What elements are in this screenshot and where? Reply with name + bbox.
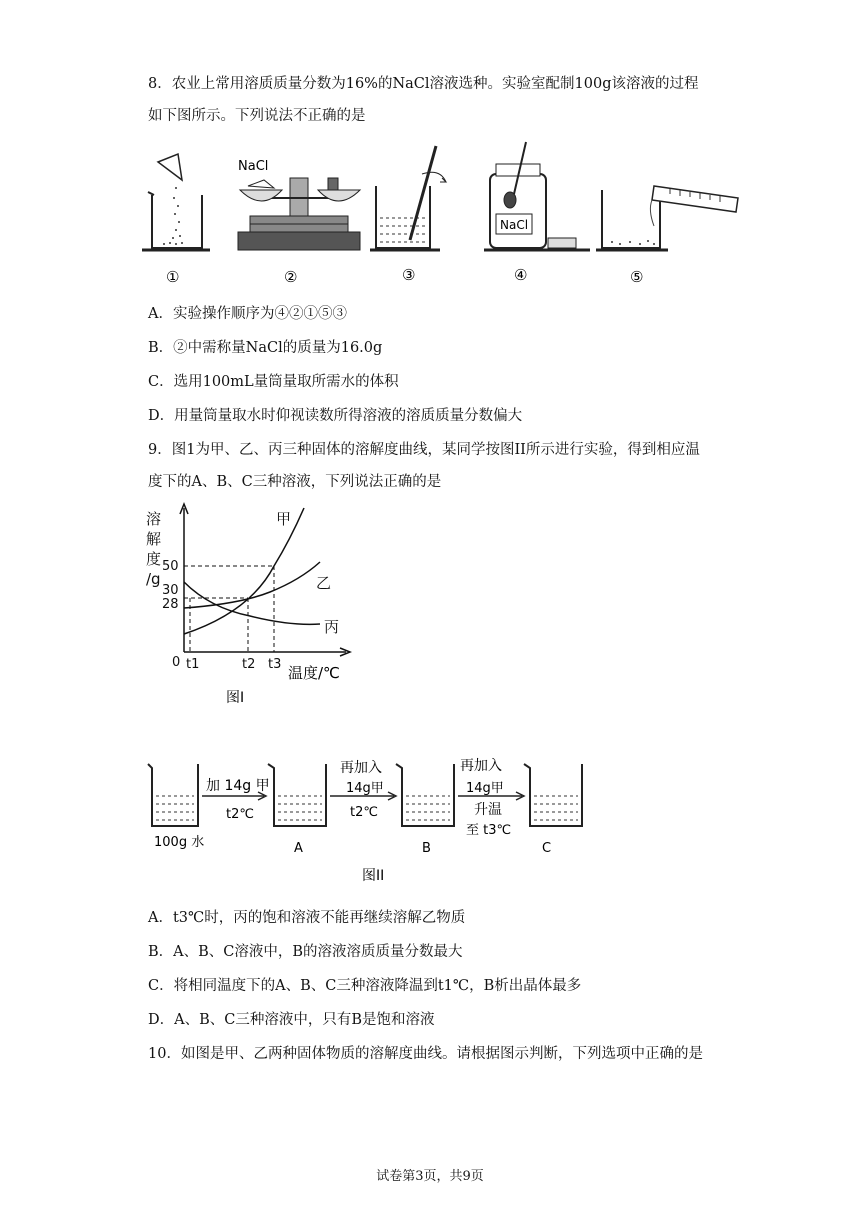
q8-option-d: D．用量筒量取水时仰视读数所得溶液的溶质质量分数偏大 — [148, 408, 523, 424]
solubility-graph-1 — [140, 500, 360, 715]
y-tick-50: 50 — [162, 559, 179, 574]
q8-option-a: A．实验操作顺序为④②①⑤③ — [148, 306, 347, 322]
start-label: 100g 水 — [154, 835, 205, 850]
q8-stem-line2: 如下图所示。下列说法不正确的是 — [148, 108, 366, 124]
y-label-1: 溶 — [146, 510, 162, 528]
y-label-3: 度 — [146, 550, 162, 568]
step-number-1: ① — [166, 268, 180, 286]
curve-bing — [184, 582, 320, 624]
step-number-3: ③ — [402, 266, 416, 284]
q8-option-b: B．②中需称量NaCl的质量为16.0g — [148, 340, 383, 356]
beaker-b — [396, 764, 454, 826]
beaker-water — [148, 764, 198, 826]
q8-option-c: C．选用100mL量筒量取所需水的体积 — [148, 374, 399, 390]
x-tick-t3: t3 — [268, 657, 282, 672]
q9-option-d: D．A、B、C三种溶液中，只有B是饱和溶液 — [148, 1012, 435, 1028]
step-number-5: ⑤ — [630, 268, 644, 286]
figure-1-caption: 图I — [226, 690, 245, 706]
q9-option-a: A．t3℃时，丙的饱和溶液不能再继续溶解乙物质 — [148, 910, 466, 926]
step5-illustration — [596, 186, 738, 250]
series-label-jia: 甲 — [276, 510, 292, 528]
x-axis-label: 温度/℃ — [288, 664, 340, 682]
series-label-bing: 丙 — [324, 618, 340, 636]
step2-line2: 14g甲 — [346, 781, 384, 796]
step-number-2: ② — [284, 268, 298, 286]
step3-line1: 再加入 — [460, 758, 502, 774]
figure-2-caption: 图II — [362, 868, 385, 884]
y-tick-28: 28 — [162, 597, 179, 612]
curve-yi — [184, 562, 320, 608]
step1-illustration — [142, 154, 210, 250]
x-tick-t1: t1 — [186, 657, 200, 672]
x-tick-t2: t2 — [242, 657, 256, 672]
beaker-label-a: A — [294, 841, 303, 856]
experiment-process-figure — [140, 750, 590, 890]
nacl-label-jar: NaCl — [500, 218, 529, 232]
page-footer: 试卷第3页，共9页 — [376, 1169, 484, 1184]
step3-line3: 升温 — [474, 802, 502, 818]
step1-temp: t2℃ — [226, 807, 254, 822]
q9-stem-line2: 度下的A、B、C三种溶液，下列说法正确的是 — [148, 474, 442, 490]
step3-line4: 至 t3℃ — [466, 823, 512, 838]
origin-label: 0 — [172, 655, 181, 670]
q8-stem-line1: 8．农业上常用溶质质量分数为16%的NaCl溶液选种。实验室配制100g该溶液的过程 — [148, 76, 699, 92]
step3-line2: 14g甲 — [466, 781, 504, 796]
q10-stem-line1: 10．如图是甲、乙两种固体物质的溶解度曲线。请根据图示判断，下列选项中正确的是 — [148, 1046, 703, 1062]
step2-temp: t2℃ — [350, 805, 378, 820]
beaker-c — [524, 764, 582, 826]
q9-option-b: B．A、B、C溶液中，B的溶液溶质质量分数最大 — [148, 944, 463, 960]
step2-balance — [238, 159, 360, 250]
step2-line1: 再加入 — [340, 760, 382, 776]
nacl-label-scale: NaCl — [238, 159, 269, 174]
step1-label: 加 14g 甲 — [206, 778, 270, 794]
beaker-a — [268, 764, 326, 826]
step4-illustration — [484, 142, 590, 250]
step3-illustration — [370, 146, 446, 250]
series-label-yi: 乙 — [316, 574, 332, 592]
y-label-4: /g — [146, 570, 161, 588]
y-label-2: 解 — [146, 530, 162, 548]
step-number-4: ④ — [514, 266, 528, 284]
y-tick-30: 30 — [162, 583, 179, 598]
q9-stem-line1: 9．图1为甲、乙、丙三种固体的溶解度曲线，某同学按图II所示进行实验，得到相应温 — [148, 442, 700, 458]
q9-option-c: C．将相同温度下的A、B、C三种溶液降温到t1℃，B析出晶体最多 — [148, 978, 582, 994]
beaker-label-c: C — [542, 841, 552, 856]
beaker-label-b: B — [422, 841, 431, 856]
q8-figure — [140, 140, 760, 290]
